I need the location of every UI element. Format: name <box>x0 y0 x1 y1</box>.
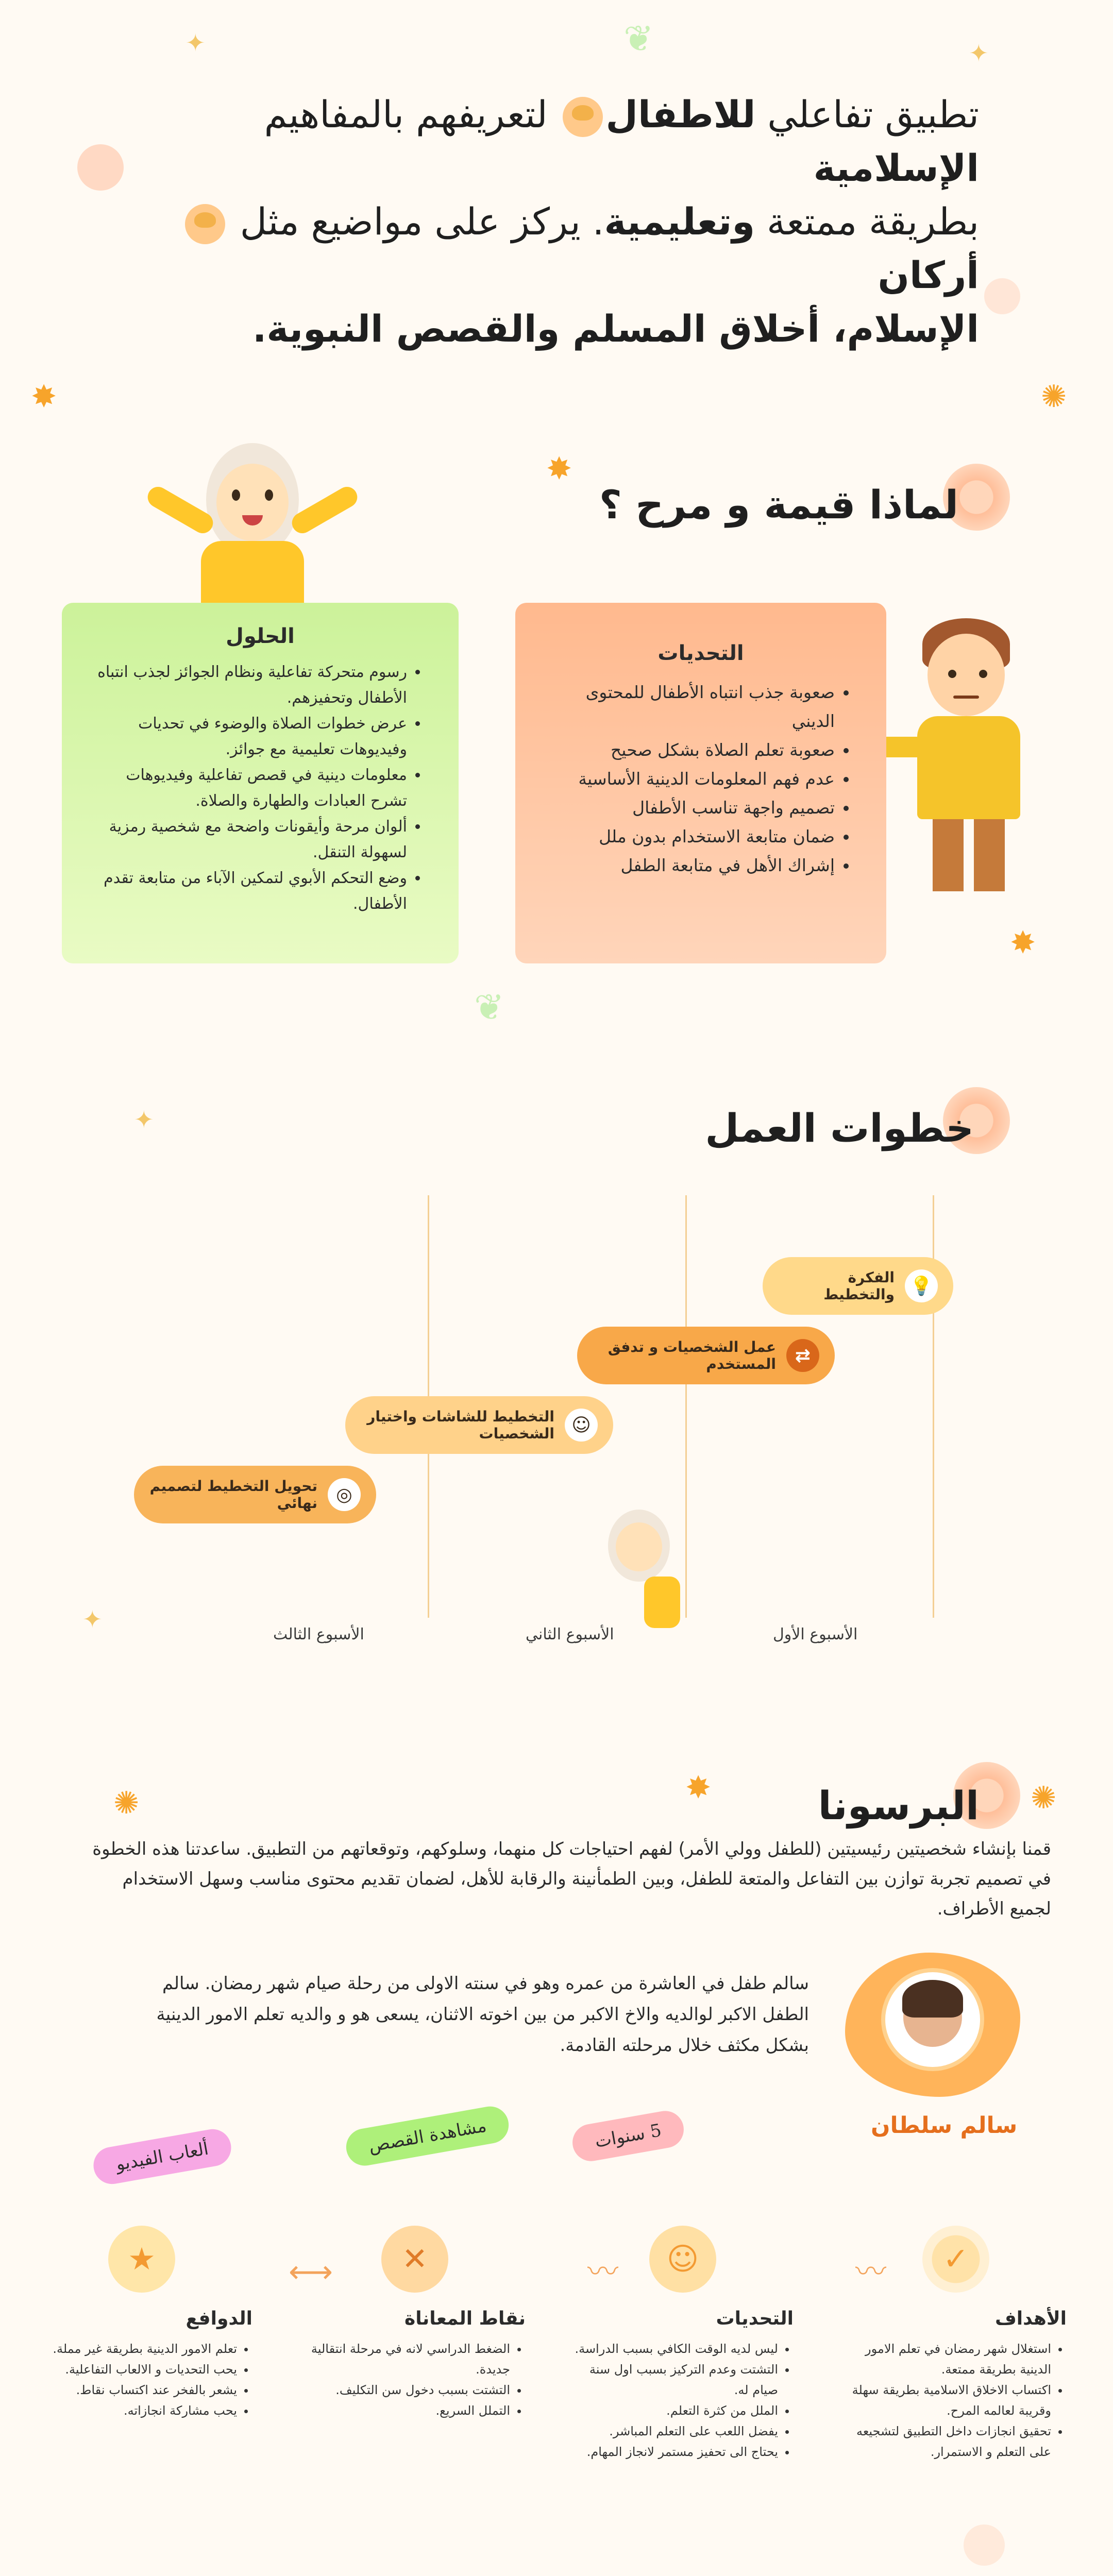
sparkle-icon: ✦ <box>82 1605 103 1633</box>
kids-icon <box>185 204 225 244</box>
solutions-card <box>62 603 459 963</box>
persona-column: ★ الدوافع • تعلم الامور الدينية بطريقة غير مملة. • يحب التحديات و الالعاب التفاعلية. • يشعر بالفخر عند اكتساب نقاط. • يحب مشاركة انجازاته. <box>31 2226 252 2421</box>
list-item: • تصميم واجهة تناسب الأطفال <box>546 793 835 822</box>
list-item: • الضغط الدراسي لانه في مرحلة انتقالية جديدة. <box>304 2338 510 2380</box>
target-icon: ◎ <box>328 1478 361 1511</box>
hero-line-2: بطريقة ممتعة وتعليمية. يركز على مواضيع مثل أركان <box>134 195 979 302</box>
character-icon: ☺ <box>565 1409 598 1442</box>
list-item: • يحب مشاركة انجازاته. <box>31 2400 237 2421</box>
list-item: • صعوبة جذب انتباه الأطفال للمحتوى الديني <box>546 678 835 736</box>
solutions-title: الحلول <box>226 624 295 648</box>
list-item: • يحب التحديات و الالعاب التفاعلية. <box>31 2359 237 2380</box>
persona-intro: قمنا بإنشاء شخصيتين رئيسيتين (للطفل وولي الأمر) لفهم احتياجات كل منهما، وسلوكهم، وتوقعاتهم من التطبيق. ساعدتنا هذه الخطوة في تصميم تجربة توازن بين التفاعل والمتعة للطفل، وبين الطمأنينة والرقابة للأهل، لضمان تقديم محتوى مناسب وسهل الاستخدام لجميع الأطراف. <box>92 1839 1051 1919</box>
lightbulb-icon: 💡 <box>905 1269 938 1302</box>
list-item: • الملل من كثرة التعلم. <box>572 2400 778 2421</box>
list-item: • التشتت بسبب دخول سن التكليف. <box>304 2380 510 2400</box>
persona-column: ✓ الأهداف • استغلال شهر رمضان في تعلم الامور الدينية بطريقة ممتعة. • اكتساب الاخلاق الاسلامية بطريقة سهلة وقريبة لعالمه المرح. • تحقيق انجازات داخل التطبيق لتشجيعه على التعلم و الاستمرار. <box>845 2226 1067 2462</box>
star-icon: ✸ <box>1010 925 1036 961</box>
flower-icon <box>964 2524 1005 2566</box>
hero-line-3: الإسلام، أخلاق المسلم والقصص النبوية. <box>252 307 979 350</box>
list-item: • تعلم الامور الدينية بطريقة غير مملة. <box>31 2338 237 2359</box>
persona-column: ☺ التحديات • ليس لديه الوقت الكافي بسبب الدراسة. • التشتت وعدم التركيز بسبب اول سنة صيام له. • الملل من كثرة التعلم. • يفضل اللعب على التعلم المباشر. • يحتاج الى تحفيز مستمر لانجاز المهام. <box>572 2226 794 2462</box>
list-item: • وضع التحكم الأبوي لتمكين الآباء من متابعة تقدم الأطفال. <box>93 866 407 917</box>
leaf-icon: ❦ <box>623 18 654 60</box>
star-icon: ✺ <box>1041 379 1067 415</box>
peeking-girl-character <box>593 1510 696 1628</box>
sparkle-icon: ✦ <box>969 39 989 67</box>
persona-title: البرسونا <box>818 1783 979 1828</box>
timeline-step: ◎ تحويل التخطيط لتصميم نهائي <box>134 1466 376 1523</box>
flow-icon: ⇄ <box>786 1339 819 1372</box>
list-item: • ضمان متابعة الاستخدام بدون ملل <box>546 822 835 851</box>
list-item: • عرض خطوات الصلاة والوضوء في تحديات وفيديوهات تعليمية مع جوائز. <box>93 711 407 762</box>
solutions-list <box>93 659 428 917</box>
list-item: • يحتاج الى تحفيز مستمر لانجاز المهام. <box>572 2442 778 2462</box>
star-icon: ✸ <box>546 451 572 487</box>
timeline-step: ⇄ عمل الشخصيات و تدفق المستخدم <box>577 1327 835 1384</box>
list-item: • رسوم متحركة تفاعلية ونظام الجوائز لجذب انتباه الأطفال وتحفيزهم. <box>93 659 407 711</box>
star-icon: ✺ <box>1031 1780 1057 1816</box>
persona-column: ✕ نقاط المعاناة • الضغط الدراسي لانه في مرحلة انتقالية جديدة. • التشتت بسبب دخول سن التكليف. • التملل السريع. <box>304 2226 526 2421</box>
list-item: • تحقيق انجازات داخل التطبيق لتشجيعه على التعلم و الاستمرار. <box>845 2421 1051 2462</box>
list-item: • عدم فهم المعلومات الدينية الأساسية <box>546 765 835 793</box>
timeline-step: ☺ التخطيط للشاشات واختيار الشخصيات <box>345 1396 613 1454</box>
list-item: • التشتت وعدم التركيز بسبب اول سنة صيام له. <box>572 2359 778 2400</box>
list-item: • يشعر بالفخر عند اكتساب نقاط. <box>31 2380 237 2400</box>
star-icon: ✺ <box>113 1785 140 1821</box>
sparkle-icon: ✦ <box>185 29 206 57</box>
list-item: • ليس لديه الوقت الكافي بسبب الدراسة. <box>572 2338 778 2359</box>
list-item: • اكتساب الاخلاق الاسلامية بطريقة سهلة وقريبة لعالمه المرح. <box>845 2380 1051 2421</box>
persona-name: سالم سلطان <box>871 2112 1018 2139</box>
week-label: الأسبوع الأول <box>773 1625 858 1643</box>
squiggle-icon: ⟷ <box>289 2254 333 2290</box>
kids-icon <box>563 97 603 137</box>
week-label: الأسبوع الثاني <box>526 1625 614 1643</box>
boy-character <box>886 618 1051 907</box>
star-icon: ★ <box>108 2226 175 2293</box>
problems-card <box>515 603 886 963</box>
squiggle-icon: 〰 <box>587 2254 618 2290</box>
hero-text <box>134 88 979 355</box>
persona-tag: 5 سنوات <box>569 2108 686 2164</box>
persona-avatar <box>845 1953 1020 2107</box>
smile-icon: ☺ <box>649 2226 716 2293</box>
star-icon: ✸ <box>685 1770 712 1806</box>
list-item: • استغلال شهر رمضان في تعلم الامور الدينية بطريقة ممتعة. <box>845 2338 1051 2380</box>
list-item: • يفضل اللعب على التعلم المباشر. <box>572 2421 778 2442</box>
hero-line-1: تطبيق تفاعلي للاطفال لتعريفهم بالمفاهيم الإسلامية <box>264 93 979 190</box>
girl-character <box>144 443 361 608</box>
star-icon: ✸ <box>31 379 57 415</box>
workflow-title: خطوات العمل <box>705 1105 974 1151</box>
list-item: • صعوبة تعلم الصلاة بشكل صحيح <box>546 736 835 765</box>
leaf-icon: ❦ <box>474 986 504 1028</box>
sparkle-icon: ✦ <box>134 1106 154 1133</box>
list-item: • ألوان مرحة وأيقونات واضحة مع شخصية رمزية لسهولة التنقل. <box>93 814 407 866</box>
week-label: الأسبوع الثالث <box>273 1625 364 1643</box>
problems-title: التحديات <box>657 641 744 665</box>
flower-icon <box>984 278 1020 314</box>
why-title: لماذا قيمة و مرح ؟ <box>599 482 958 528</box>
squiggle-icon: 〰 <box>855 2254 886 2290</box>
pain-icon: ✕ <box>381 2226 448 2293</box>
list-item: • إشراك الأهل في متابعة الطفل <box>546 851 835 880</box>
flower-icon <box>77 144 124 191</box>
list-item: • معلومات دينية في قصص تفاعلية وفيديوهات تشرح العبادات والطهارة والصلاة. <box>93 762 407 814</box>
persona-description: سالم طفل في العاشرة من عمره وهو في سنته الاولى من رحلة صيام شهر رمضان. سالم الطفل الاكبر لوالديه والاخ الاكبر من بين اخوته الاثنان، يسعى هو و والديه تعلم الامور الدينية بشكل مكثف خلال مرحلته القادمة. <box>156 1973 809 2056</box>
list-item: • التملل السريع. <box>304 2400 510 2421</box>
problems-list <box>546 678 855 880</box>
goal-icon: ✓ <box>922 2226 989 2293</box>
persona-tag: ألعاب الفيديو <box>91 2126 234 2187</box>
persona-tag: مشاهدة القصص <box>343 2104 512 2168</box>
timeline-step: 💡 الفكرة والتخطيط <box>763 1257 953 1315</box>
